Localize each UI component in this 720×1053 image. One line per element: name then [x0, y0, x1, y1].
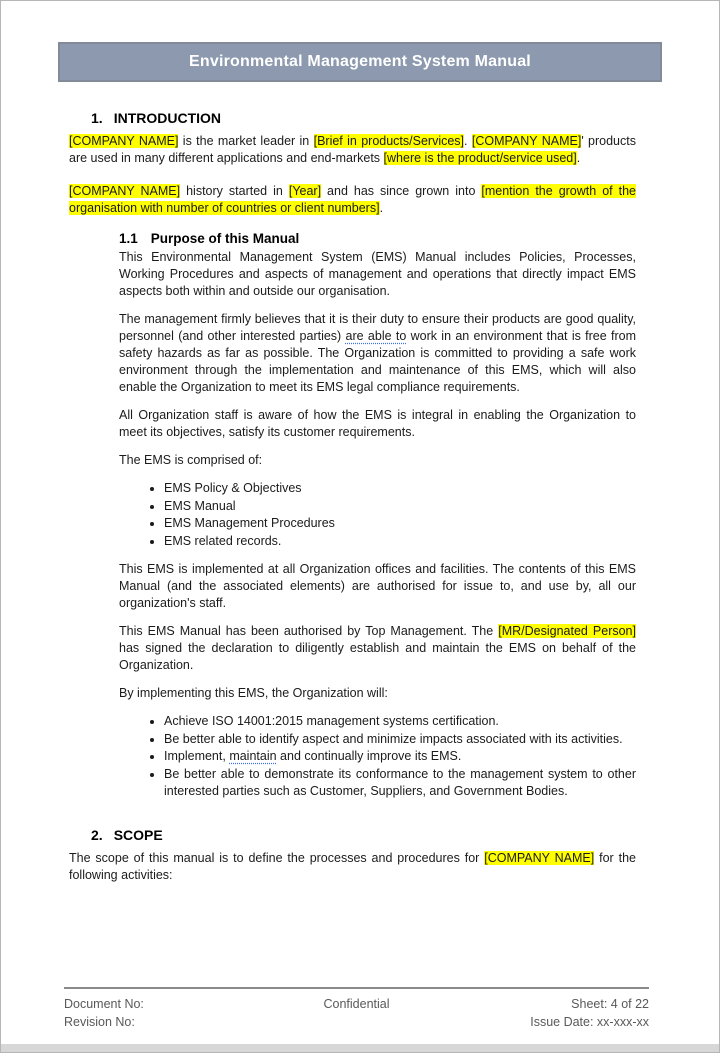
purpose-paragraph-2 — [119, 311, 636, 396]
section-number: 2. — [91, 826, 103, 843]
section-number: 1.1 — [119, 231, 138, 246]
text-run: This EMS is implemented at all Organization offices and facilities. The contents of this EMS Manual (and the associated elements) are authorised for issue to, and use by, all our organization's staff. — [119, 562, 636, 610]
document-title-banner — [58, 42, 662, 82]
purpose-paragraph-1 — [119, 249, 636, 300]
ems-authorised-paragraph — [119, 623, 636, 674]
text-run: EMS Management Procedures — [164, 516, 335, 530]
text-run: The EMS is comprised of: — [119, 453, 263, 467]
text-run: work in an environment that is free from safety hazards as far as possible. The Organization is committed to providing a safe work environment through the implementation and maintenance of this EMS, which will also enable the Organization to meet its EMS legal compliance requirements. — [119, 329, 636, 394]
ems-comprised-intro — [119, 452, 636, 469]
footer-row-1 — [64, 995, 649, 1013]
placeholder-highlight: [COMPANY NAME] — [69, 134, 179, 148]
text-run: This EMS Manual has been authorised by Top Management. The — [119, 624, 499, 638]
text-run: and continually improve its EMS. — [276, 749, 462, 763]
section-heading-introduction — [69, 110, 636, 126]
purpose-section-block — [119, 249, 636, 801]
page-footer — [64, 987, 649, 1031]
ems-benefits-list — [119, 713, 636, 801]
section-title: Purpose of this Manual — [150, 231, 300, 246]
list-item — [164, 480, 636, 498]
text-run: ' products are used in many different applications and end-markets — [69, 134, 636, 165]
text-run: Implement, — [164, 749, 230, 763]
section-title: SCOPE — [113, 826, 163, 843]
ems-implemented-paragraph — [119, 561, 636, 612]
text-run: Be better able to demonstrate its conformance to the management system to other interested parties such as Customer, Suppliers, and Government Bodies. — [164, 766, 636, 798]
text-run: EMS related records. — [164, 533, 282, 548]
placeholder-highlight: [COMPANY NAME] — [69, 184, 181, 198]
text-run: . — [464, 134, 472, 148]
list-item — [164, 748, 636, 766]
purpose-paragraph-3 — [119, 407, 636, 441]
text-run: Be better able to identify aspect and minimize impacts associated with its activities. — [164, 731, 623, 746]
placeholder-highlight: [mention the growth of the organisation with number of countries or client numbers] — [69, 184, 636, 215]
placeholder-highlight: [COMPANY NAME] — [484, 850, 595, 865]
text-run: Achieve ISO 14001:2015 management systems certification. — [164, 714, 499, 728]
list-item — [164, 515, 636, 533]
section-title: INTRODUCTION — [113, 110, 222, 126]
text-run: This Environmental Management System (EMS) Manual includes Policies, Processes, Working Procedures and aspects of management and operations that directly impact EMS aspects both within and outside our organisation. — [119, 250, 636, 298]
footer-row-2 — [64, 1013, 649, 1031]
text-run: . — [576, 151, 581, 165]
list-item — [164, 713, 636, 731]
page-bottom-edge — [1, 1044, 719, 1052]
text-run: and has since grown into — [321, 184, 482, 198]
section-heading-scope — [69, 827, 636, 843]
text-run: EMS Policy & Objectives — [164, 481, 302, 495]
list-item — [164, 498, 636, 516]
placeholder-highlight: [Year] — [288, 184, 322, 198]
intro-paragraph-2 — [69, 183, 636, 217]
grammar-underlined-text: maintain — [229, 749, 277, 763]
implementing-intro-paragraph — [119, 685, 636, 702]
document-title: Environmental Management System Manual — [189, 53, 531, 70]
scope-paragraph-1 — [69, 850, 636, 884]
confidential-label: Confidential — [323, 997, 390, 1011]
ems-components-list — [119, 480, 636, 550]
document-no-label: Document No: — [64, 997, 144, 1011]
document-body — [69, 110, 636, 884]
text-run: All Organization staff is aware of how the EMS is integral in enabling the Organization to meet its objectives, satisfy its customer requirements. — [119, 408, 636, 439]
text-run: has signed the declaration to diligently establish and maintain the EMS on behalf of the Organization. — [119, 641, 636, 672]
sheet-number-label: Sheet: 4 of 22 — [571, 997, 649, 1011]
grammar-underlined-text: are able to — [345, 329, 407, 343]
list-item — [164, 766, 636, 801]
text-run: EMS Manual — [164, 498, 236, 513]
placeholder-highlight: [where is the product/service used] — [383, 151, 577, 165]
text-run: for the following activities: — [69, 850, 636, 882]
text-run: The scope of this manual is to define the processes and procedures for — [69, 850, 485, 865]
section-heading-purpose — [69, 231, 636, 246]
text-run: . — [379, 201, 384, 215]
text-run: By implementing this EMS, the Organization will: — [119, 686, 388, 700]
text-run: history started in — [180, 184, 289, 198]
text-run: The management firmly believes that it is their duty to ensure their products are good quality, personnel (and other interested parties) — [119, 312, 636, 343]
footer-spacer — [259, 1013, 454, 1031]
list-item — [164, 731, 636, 749]
section-number: 1. — [91, 110, 103, 126]
intro-paragraph-1 — [69, 133, 636, 167]
list-item — [164, 533, 636, 551]
revision-no-label: Revision No: — [64, 1015, 135, 1029]
placeholder-highlight: [COMPANY NAME] — [471, 134, 582, 148]
text-run: is the market leader in — [178, 134, 314, 148]
placeholder-highlight: [MR/Designated Person] — [498, 624, 636, 638]
issue-date-label: Issue Date: xx-xxx-xx — [530, 1015, 649, 1029]
placeholder-highlight: [Brief in products/Services] — [313, 134, 465, 148]
